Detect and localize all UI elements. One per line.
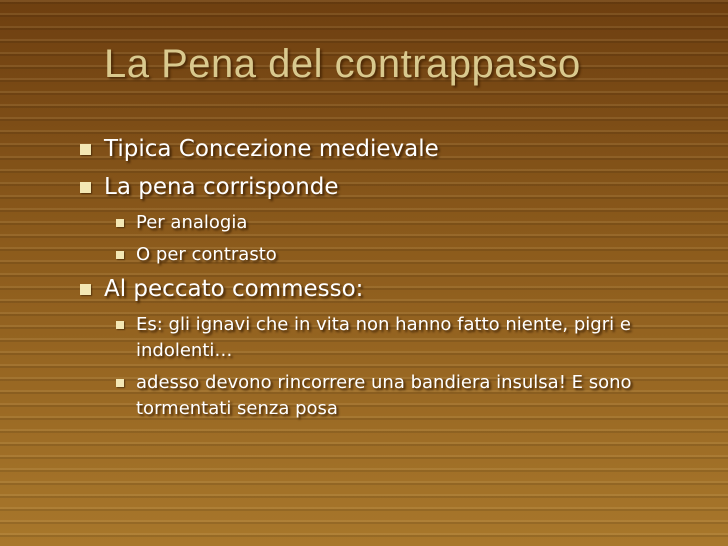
bullet-item — [80, 172, 680, 202]
square-bullet-icon — [80, 144, 91, 155]
bullet-text: La pena corrisponde — [104, 174, 339, 200]
square-bullet-icon — [116, 321, 124, 329]
sub-bullet-text: adesso devono rincorrere una bandiera insulsa! E sono tormentati senza posa — [136, 372, 632, 419]
bullet-list — [80, 134, 680, 428]
sub-bullet-item — [80, 242, 680, 268]
bullet-text: Tipica Concezione medievale — [104, 136, 439, 162]
sub-bullet-item — [80, 370, 680, 422]
sub-bullet-text: Per analogia — [136, 212, 248, 233]
sub-bullet-text: Es: gli ignavi che in vita non hanno fatto niente, pigri e indolenti… — [136, 314, 631, 361]
sub-bullet-text: O per contrasto — [136, 244, 277, 265]
bullet-item — [80, 134, 680, 164]
square-bullet-icon — [116, 251, 124, 259]
sub-bullet-item — [80, 312, 680, 364]
bullet-item — [80, 274, 680, 304]
square-bullet-icon — [80, 182, 91, 193]
slide-title: La Pena del contrappasso — [104, 42, 581, 86]
square-bullet-icon — [116, 379, 124, 387]
square-bullet-icon — [80, 284, 91, 295]
square-bullet-icon — [116, 219, 124, 227]
sub-bullet-item — [80, 210, 680, 236]
bullet-text: Al peccato commesso: — [104, 276, 364, 302]
